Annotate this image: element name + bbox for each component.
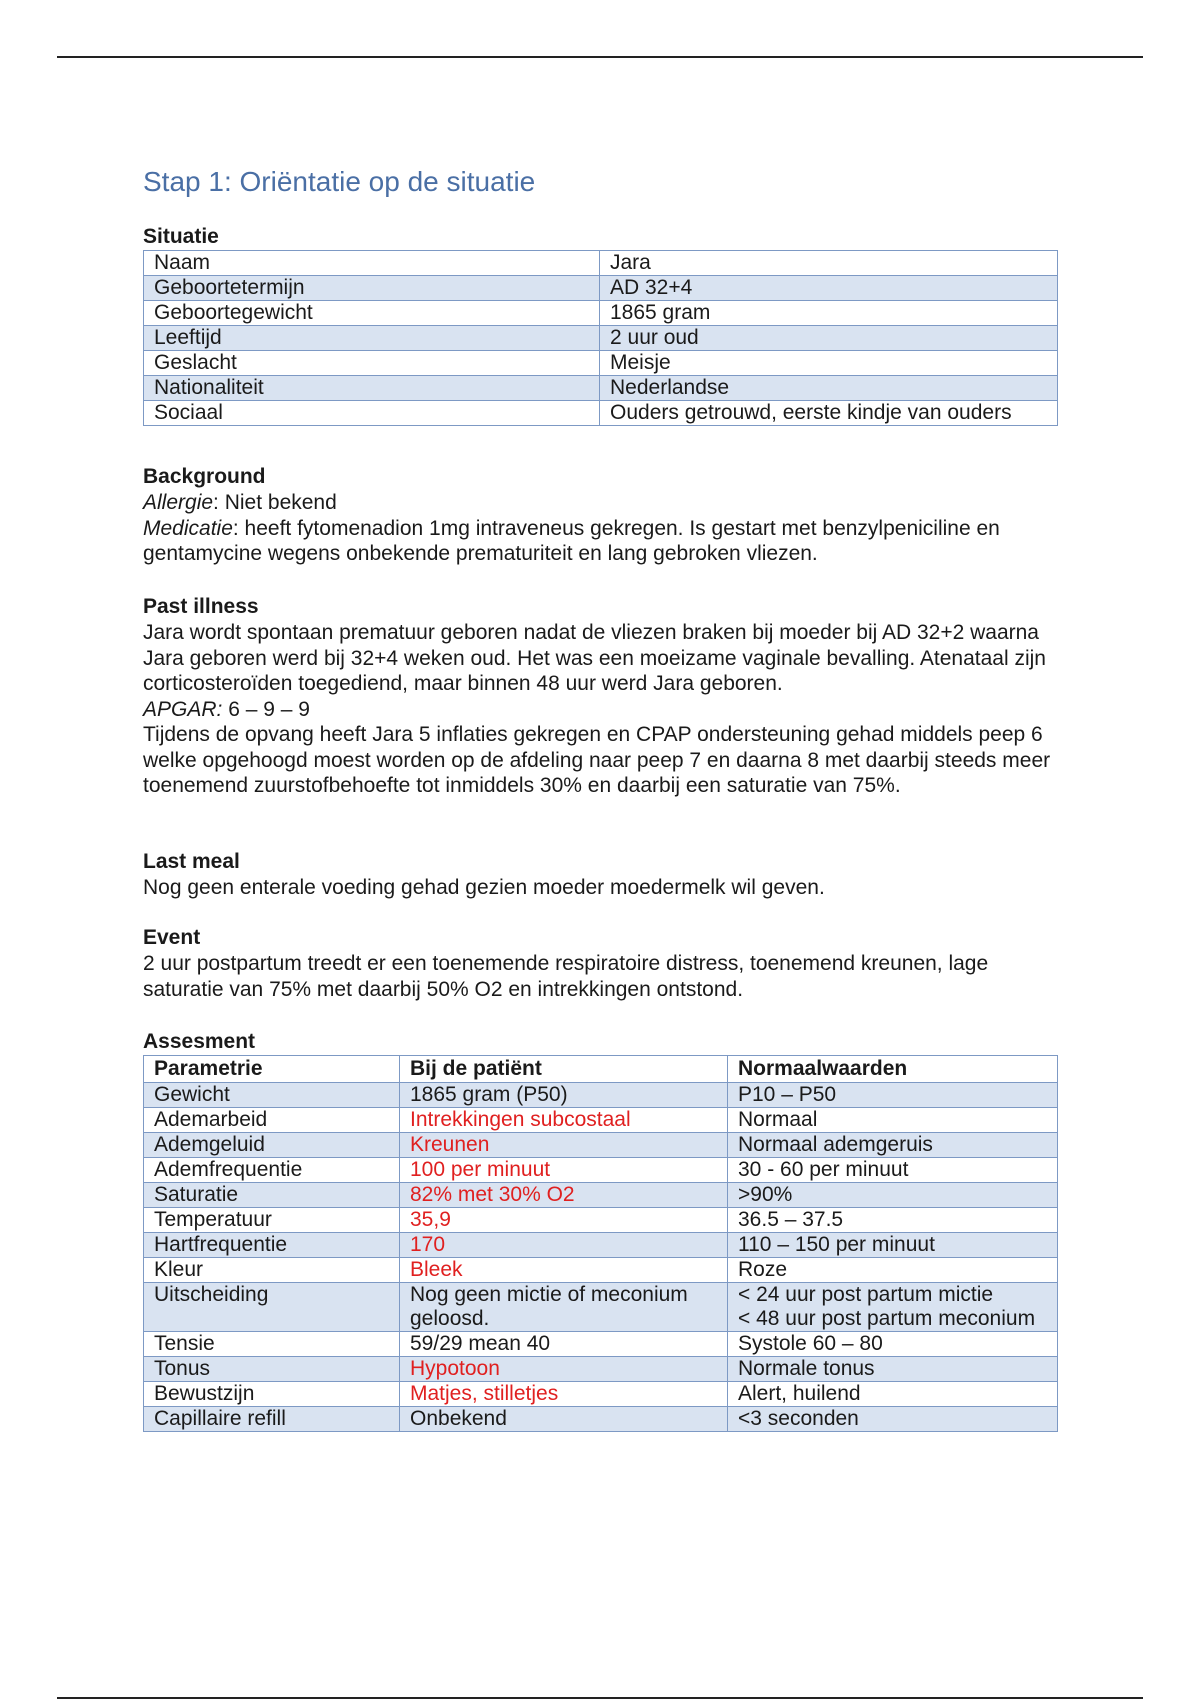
assessment-patient-value: Kreunen xyxy=(400,1133,728,1158)
assessment-param: Ademfrequentie xyxy=(144,1158,400,1183)
situatie-label: Nationaliteit xyxy=(144,376,600,401)
assessment-patient-value: Intrekkingen subcostaal xyxy=(400,1108,728,1133)
assessment-patient-value: 170 xyxy=(400,1233,728,1258)
assessment-normal-value: Systole 60 – 80 xyxy=(728,1332,1058,1357)
medicatie-label: Medicatie xyxy=(143,516,233,540)
apgar-line xyxy=(143,697,1058,723)
assessment-row xyxy=(144,1233,1058,1258)
allergie-text: : Niet bekend xyxy=(213,491,337,514)
situatie-value: Ouders getrouwd, eerste kindje van ouders xyxy=(600,401,1058,426)
assessment-row xyxy=(144,1283,1058,1332)
assessment-normal-value: P10 – P50 xyxy=(728,1083,1058,1108)
assessment-normal-value: < 24 uur post partum mictie < 48 uur post partum meconium xyxy=(728,1283,1058,1332)
assessment-patient-value: 100 per minuut xyxy=(400,1158,728,1183)
assessment-row xyxy=(144,1407,1058,1432)
assessment-normal-value: 30 - 60 per minuut xyxy=(728,1158,1058,1183)
assessment-normal-value: <3 seconden xyxy=(728,1407,1058,1432)
allergie-label: Allergie xyxy=(143,491,214,514)
situatie-table xyxy=(143,250,1058,426)
past-illness-paragraph-1: Jara wordt spontaan prematuur geboren nadat de vliezen braken bij moeder bij AD 32+2 waarna Jara geboren werd bij 32+4 weken oud. Het was een moeizame vaginale bevalling. Atenataal zijn corticosteroïden toegediend, maar binnen 48 uur werd Jara geboren. xyxy=(143,621,1046,695)
background-title: Background xyxy=(143,465,266,488)
last-meal-section xyxy=(143,849,1058,901)
assessment-param: Kleur xyxy=(144,1258,400,1283)
assessment-normal-value: 36.5 – 37.5 xyxy=(728,1208,1058,1233)
situatie-value: AD 32+4 xyxy=(600,276,1058,301)
assessment-param: Ademarbeid xyxy=(144,1108,400,1133)
header-bij-de-patient: Bij de patiënt xyxy=(400,1056,728,1083)
event-text: 2 uur postpartum treedt er een toenemende respiratoire distress, toenemend kreunen, lage saturatie van 75% met daarbij 50% O2 en intrekkingen ontstond. xyxy=(143,952,989,1001)
situatie-row xyxy=(144,301,1058,326)
situatie-label: Geboortegewicht xyxy=(144,301,600,326)
assessment-row xyxy=(144,1158,1058,1183)
assessment-row xyxy=(144,1083,1058,1108)
situatie-value: Jara xyxy=(600,251,1058,276)
footer-rule xyxy=(57,1697,1143,1699)
assessment-normal-value: Roze xyxy=(728,1258,1058,1283)
situatie-value: 1865 gram xyxy=(600,301,1058,326)
assessment-patient-value: Nog geen mictie of meconium geloosd. xyxy=(400,1283,728,1332)
situatie-value: 2 uur oud xyxy=(600,326,1058,351)
situatie-label: Sociaal xyxy=(144,401,600,426)
past-illness-title: Past illness xyxy=(143,595,259,618)
assessment-row xyxy=(144,1258,1058,1283)
assessment-param: Ademgeluid xyxy=(144,1133,400,1158)
situatie-row xyxy=(144,401,1058,426)
apgar-label: APGAR: xyxy=(143,697,223,721)
assessment-param: Capillaire refill xyxy=(144,1407,400,1432)
assessment-param: Tensie xyxy=(144,1332,400,1357)
apgar-value: 6 – 9 – 9 xyxy=(222,697,310,721)
assessment-normal-value: Normaal xyxy=(728,1108,1058,1133)
situatie-value: Nederlandse xyxy=(600,376,1058,401)
medicatie-text: : heeft fytomenadion 1mg intraveneus gekregen. Is gestart met benzylpeniciline en gentamycine wegens onbekende prematuriteit en lang gebroken vliezen. xyxy=(143,516,1000,565)
assessment-param: Bewustzijn xyxy=(144,1382,400,1407)
assessment-header-row xyxy=(144,1056,1058,1083)
assessment-normal-value: Normaal ademgeruis xyxy=(728,1133,1058,1158)
allergie-line xyxy=(143,490,1058,516)
assessment-param: Hartfrequentie xyxy=(144,1233,400,1258)
assessment-param: Gewicht xyxy=(144,1083,400,1108)
past-illness-section xyxy=(143,594,1058,799)
situatie-label: Naam xyxy=(144,251,600,276)
medicatie-line xyxy=(143,516,1058,567)
assessment-param: Temperatuur xyxy=(144,1208,400,1233)
situatie-row xyxy=(144,326,1058,351)
last-meal-title: Last meal xyxy=(143,850,240,873)
assessment-patient-value: 59/29 mean 40 xyxy=(400,1332,728,1357)
situatie-title: Situatie xyxy=(143,225,219,248)
event-title: Event xyxy=(143,926,201,949)
assessment-patient-value: 35,9 xyxy=(400,1208,728,1233)
assessment-patient-value: Onbekend xyxy=(400,1407,728,1432)
assessment-row xyxy=(144,1357,1058,1382)
situatie-label: Geslacht xyxy=(144,351,600,376)
situatie-row xyxy=(144,351,1058,376)
situatie-section xyxy=(143,224,1058,426)
assessment-table xyxy=(143,1055,1058,1432)
assessment-normal-value: Normale tonus xyxy=(728,1357,1058,1382)
situatie-value: Meisje xyxy=(600,351,1058,376)
assessment-section xyxy=(143,1029,1058,1432)
background-section xyxy=(143,464,1058,567)
assessment-patient-value: 1865 gram (P50) xyxy=(400,1083,728,1108)
assessment-title: Assesment xyxy=(143,1030,256,1053)
page-title: Stap 1: Oriëntatie op de situatie xyxy=(143,166,536,197)
assessment-row xyxy=(144,1183,1058,1208)
assessment-param: Tonus xyxy=(144,1357,400,1382)
assessment-patient-value: Bleek xyxy=(400,1258,728,1283)
event-section xyxy=(143,925,1058,1002)
assessment-row xyxy=(144,1332,1058,1357)
assessment-row xyxy=(144,1382,1058,1407)
assessment-normal-value: 110 – 150 per minuut xyxy=(728,1233,1058,1258)
header-rule xyxy=(57,56,1143,58)
situatie-row xyxy=(144,276,1058,301)
assessment-normal-value: Alert, huilend xyxy=(728,1382,1058,1407)
assessment-row xyxy=(144,1208,1058,1233)
assessment-row xyxy=(144,1108,1058,1133)
situatie-label: Geboortetermijn xyxy=(144,276,600,301)
situatie-row xyxy=(144,376,1058,401)
assessment-patient-value: Hypotoon xyxy=(400,1357,728,1382)
header-normaalwaarden: Normaalwaarden xyxy=(728,1056,1058,1083)
situatie-label: Leeftijd xyxy=(144,326,600,351)
situatie-row xyxy=(144,251,1058,276)
header-parametrie: Parametrie xyxy=(144,1056,400,1083)
assessment-row xyxy=(144,1133,1058,1158)
assessment-param: Saturatie xyxy=(144,1183,400,1208)
assessment-param: Uitscheiding xyxy=(144,1283,400,1332)
assessment-patient-value: Matjes, stilletjes xyxy=(400,1382,728,1407)
past-illness-paragraph-2: Tijdens de opvang heeft Jara 5 inflaties gekregen en CPAP ondersteuning gehad middels peep 6 welke opgehoogd moest worden op de afdeling naar peep 7 en daarna 8 met daarbij steeds meer toenemend zuurstofbehoefte tot inmiddels 30% en daarbij een saturatie van 75%. xyxy=(143,723,1051,797)
last-meal-text: Nog geen enterale voeding gehad gezien moeder moedermelk wil geven. xyxy=(143,876,825,899)
assessment-normal-value: >90% xyxy=(728,1183,1058,1208)
assessment-patient-value: 82% met 30% O2 xyxy=(400,1183,728,1208)
